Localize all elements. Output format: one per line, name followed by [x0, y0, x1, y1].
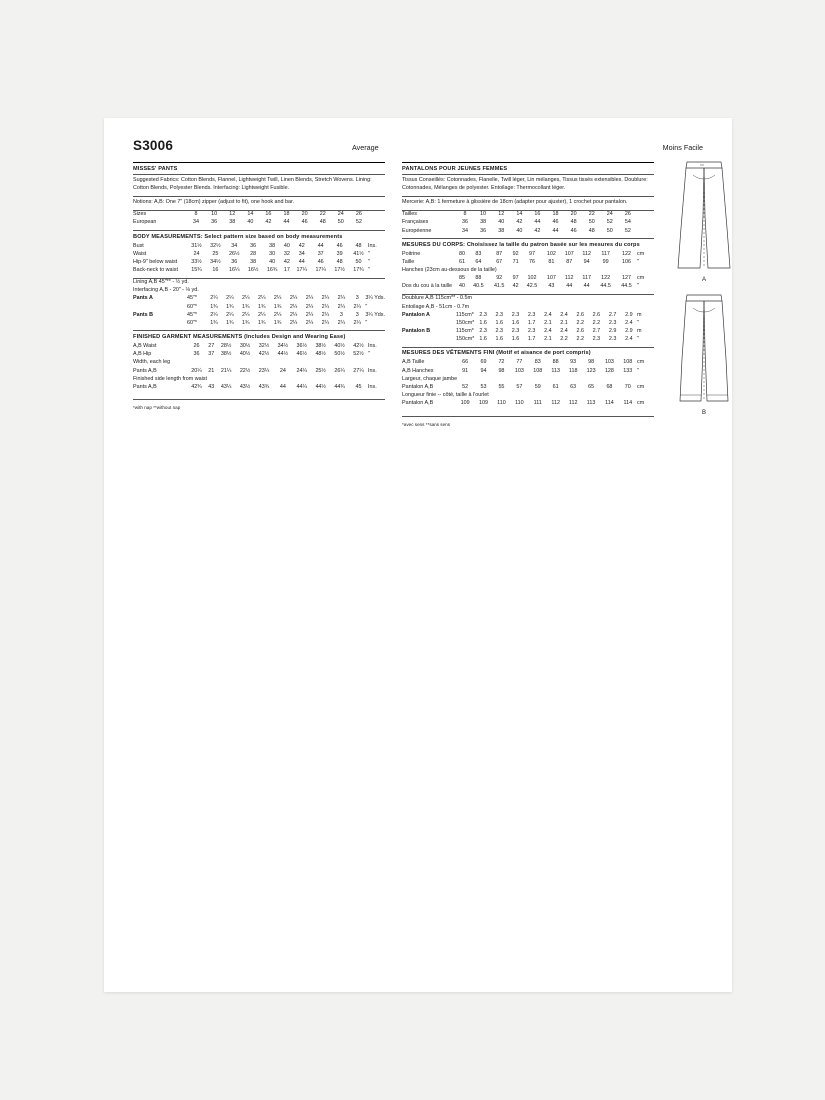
row-label: Poitrine — [402, 251, 421, 258]
divider — [133, 399, 385, 400]
figure-label-b: B — [701, 410, 706, 416]
body-measurements-title-en: BODY MEASUREMENTS: Select pattern size based on body measurements — [133, 233, 343, 240]
divider — [402, 162, 654, 163]
divider — [402, 416, 654, 417]
table-row — [402, 267, 654, 275]
divider — [133, 330, 385, 331]
difficulty-fr: Moins Facile — [662, 143, 703, 152]
size-table-fr — [402, 211, 654, 235]
column-french — [402, 162, 654, 427]
table-row — [133, 287, 385, 295]
table-row: European 34 36 38 40 42 44 46 48 50 52 — [133, 219, 362, 226]
table-row — [402, 391, 654, 399]
row-label — [133, 303, 187, 311]
table-row: Dos du cou à la taille 40 40.5 41.5 42 42.5 43 44 44 44.5 44.5 " — [402, 283, 639, 290]
finished-measurements-title-fr: MESURES DES VÊTEMENTS FINI (Motif et aisance de port compris) — [402, 350, 591, 357]
divider — [133, 174, 385, 175]
table-row — [402, 295, 654, 303]
table-row: Pantalon B 115cm* 2.3 2.3 2.3 2.3 2.4 2.4 2.6 2.7 2.9 2.9 m — [402, 327, 642, 334]
table-row — [133, 359, 385, 367]
row-label: Françaises — [402, 219, 429, 226]
size-table-en — [133, 211, 385, 227]
table-row: 150cm* 1.6 1.6 1.6 1.7 2.1 2.2 2.2 2.3 2.3 2.4 " — [402, 335, 654, 343]
finished-measurements-title-en: FINISHED GARMENT MEASUREMENTS (Includes Design and Wearing Ease) — [133, 333, 346, 340]
table-row: Bust 31½ 32½ 34 36 38 40 42 44 46 48 Ins. — [133, 243, 377, 249]
lining-note-fr: Doublure A,B 115cm** - 0.5m — [402, 295, 473, 302]
yardage-table-fr — [402, 311, 654, 343]
yardage-table-en — [133, 295, 385, 327]
difficulty-en: Average — [352, 143, 379, 152]
table-row: A,B Hip 36 37 38½ 40½ 42½ 44½ 46½ 48½ 50½ 52½ " — [133, 351, 370, 358]
table-row: Poitrine 80 83 87 92 97 102 107 112 117 122 cm — [402, 251, 645, 258]
row-label: A,B Hip — [133, 351, 152, 358]
table-row: 85 88 92 97 102 107 112 117 122 127 cm — [402, 275, 654, 283]
row-label — [402, 275, 456, 283]
row-label: Taille — [402, 259, 415, 266]
table-row: Pantalon A 115cm* 2.3 2.3 2.3 2.3 2.4 2.4 2.6 2.6 2.7 2.9 m — [402, 311, 642, 318]
technical-drawings — [673, 156, 735, 422]
row-label: Finished side length from waist — [133, 375, 208, 382]
column-english — [133, 162, 385, 410]
divider — [402, 238, 654, 239]
row-label: Dos du cou à la taille — [402, 283, 453, 290]
fabrics-fr: Tissus Conseillés: Cotonnades, Flanelle, Twill léger, Lin mélanges, Tissus tissés extensibles. Doublure: Cotonnades, Mélanges de polyester. Entoilage: Thermocollant léger. — [402, 177, 648, 192]
row-label: Pantalon A — [402, 311, 430, 318]
row-label — [133, 319, 187, 327]
divider — [402, 347, 654, 348]
row-label: A,B Taille — [402, 359, 425, 366]
table-row: A,B Hanches 91 94 98 103 108 113 118 123 128 133 " — [402, 367, 639, 374]
pants-view-a — [673, 156, 735, 283]
row-label: Pantalon A,B — [402, 383, 434, 390]
row-label — [402, 335, 456, 343]
interfacing-note-fr: Entoilage A,B - 51cm - 0.7m — [402, 303, 470, 310]
row-label: Pants A — [133, 295, 153, 302]
row-label: A,B Waist — [133, 343, 157, 350]
figure-label-a: A — [701, 277, 706, 283]
table-row: A,B Waist 26 27 28½ 30½ 32½ 34½ 36½ 38½ 40½ 42½ Ins. — [133, 343, 377, 350]
body-measurements-table-en — [133, 243, 385, 275]
row-label: Back-neck to waist — [133, 267, 178, 274]
header — [133, 138, 703, 160]
table-row — [133, 375, 385, 383]
table-row: Pantalon A,B 52 53 55 57 59 61 63 65 68 70 cm — [402, 383, 645, 390]
row-label: Pantalon B — [402, 327, 431, 334]
notions-fr: Mercerie: A,B: 1 fermeture à glissière de 18cm (adapter pour ajuster), 1 crochet pour pantalon. — [402, 199, 628, 206]
lining-note-en: Lining A,B 45"** - ½ yd. — [133, 279, 189, 286]
pattern-code: S3006 — [133, 138, 174, 153]
table-row — [402, 303, 654, 311]
divider — [402, 174, 654, 175]
table-row — [133, 279, 385, 287]
body-measurements-table-fr — [402, 251, 654, 291]
row-label: Pantalon A,B — [402, 399, 434, 406]
interfacing-note-en: Interfacing A,B - 20" - ⅛ yd. — [133, 287, 199, 294]
finished-measurements-table-en — [133, 343, 385, 391]
lining-table-en — [133, 279, 385, 295]
lining-table-fr — [402, 295, 654, 311]
row-label: Pants B — [133, 311, 154, 318]
pants-line-drawing-b — [673, 289, 735, 409]
pattern-envelope-back — [104, 118, 732, 992]
row-label: Bust — [133, 243, 144, 249]
garment-title-fr: PANTALONS POUR JEUNES FEMMES — [402, 165, 508, 172]
table-row: Pants A,B 42¾ 43 43¼ 43½ 43¾ 44 44¼ 44½ 44¾ 45 Ins. — [133, 383, 377, 390]
row-label: Pants A,B — [133, 367, 157, 374]
fabrics-en: Suggested Fabrics: Cotton Blends, Flannel, Lightweight Twill, Linen Blends, Stretch Wovens. Lining: Cotton Blends, Polyester Blends. Interfacing: Lightweight Fusible. — [133, 177, 372, 192]
table-row: Sizes 8 10 12 14 16 18 20 22 24 26 — [133, 211, 362, 218]
table-row: 150cm* 1.6 1.6 1.6 1.7 2.1 2.1 2.2 2.2 2.3 2.4 " — [402, 319, 654, 327]
divider — [133, 196, 385, 197]
pants-line-drawing-a — [673, 156, 735, 276]
finished-measurements-table-fr — [402, 359, 654, 407]
row-label: Tailles — [402, 211, 417, 218]
garment-title-en: MISSES' PANTS — [133, 165, 178, 172]
table-row: Back-neck to waist 15¾ 16 16¼ 16½ 16¾ 17 17¼ 17¼ 17½ 17¾ " — [133, 267, 370, 274]
table-row: A,B Taille 66 69 72 77 83 88 93 98 103 108 cm — [402, 359, 645, 366]
row-label: Sizes — [133, 211, 147, 218]
table-row: Waist 24 25 26½ 28 30 32 34 37 39 41½ " — [133, 251, 370, 258]
table-row — [402, 375, 654, 383]
table-row: 60"* 1¾ 1¾ 1¾ 1¾ 1¾ 2¼ 2¼ 2¼ 2¼ 2¼ " — [133, 319, 385, 327]
table-row: Pants A 45"* 2¼ 2¼ 2¼ 2¼ 2¼ 2¼ 2¼ 2¼ 2¼ 3 3¼ Yds. — [133, 295, 385, 302]
row-label: A,B Hanches — [402, 367, 434, 374]
pants-view-b — [673, 289, 735, 416]
divider — [133, 230, 385, 231]
notions-en: Notions: A,B: One 7" (18cm) zipper (adjust to fit), one hook and bar. — [133, 199, 295, 206]
row-label: Longueur finie -- côté, taille à l'ourlet — [402, 391, 489, 398]
table-row: Taille 61 64 67 71 76 81 87 94 99 106 " — [402, 259, 639, 266]
divider — [402, 196, 654, 197]
row-label: Waist — [133, 251, 147, 258]
table-row: Pantalon A,B 109 109 110 110 111 112 112 113 114 114 cm — [402, 399, 645, 406]
table-row: Européenne 34 36 38 40 42 44 46 48 50 52 — [402, 227, 631, 234]
table-row: Tailles 8 10 12 14 16 18 20 22 24 26 — [402, 211, 631, 218]
row-label: Européenne — [402, 227, 432, 234]
footnote-en: *with nap **without nap — [133, 405, 181, 411]
row-label: Width, each leg — [133, 359, 171, 366]
table-row: Pants A,B 20¼ 21 21¼ 22½ 23¼ 24 24¼ 25½ 26¼ 27¼ Ins. — [133, 367, 377, 374]
divider — [133, 162, 385, 163]
body-measurements-title-fr: MESURES DU CORPS: Choisissez la taille du patron basée sur les mesures du corps — [402, 241, 640, 248]
row-label: Pants A,B — [133, 383, 157, 390]
sheet-content — [133, 138, 706, 482]
footnote-fr: *avec sens **sans sens — [402, 421, 451, 427]
row-label: Hanches (23cm au-dessous de la taille) — [402, 267, 497, 274]
row-label: European — [133, 219, 157, 226]
table-row: 60"* 1¾ 1¾ 1¾ 1¾ 1¾ 2¼ 2¼ 2¼ 2¼ 2¼ " — [133, 303, 385, 311]
row-label — [402, 319, 456, 327]
row-label: Hip-9" below waist — [133, 259, 178, 266]
table-row: Pants B 45"* 2¼ 2¼ 2¼ 2¼ 2¼ 2¼ 2¼ 2¼ 3 3 3¼ Yds. — [133, 311, 385, 318]
table-row: Françaises 36 38 40 42 44 46 48 50 52 54 — [402, 219, 631, 226]
table-row: Hip-9" below waist 33½ 34½ 36 38 40 42 44 46 48 50 " — [133, 259, 370, 266]
row-label: Largeur, chaque jambe — [402, 375, 458, 382]
